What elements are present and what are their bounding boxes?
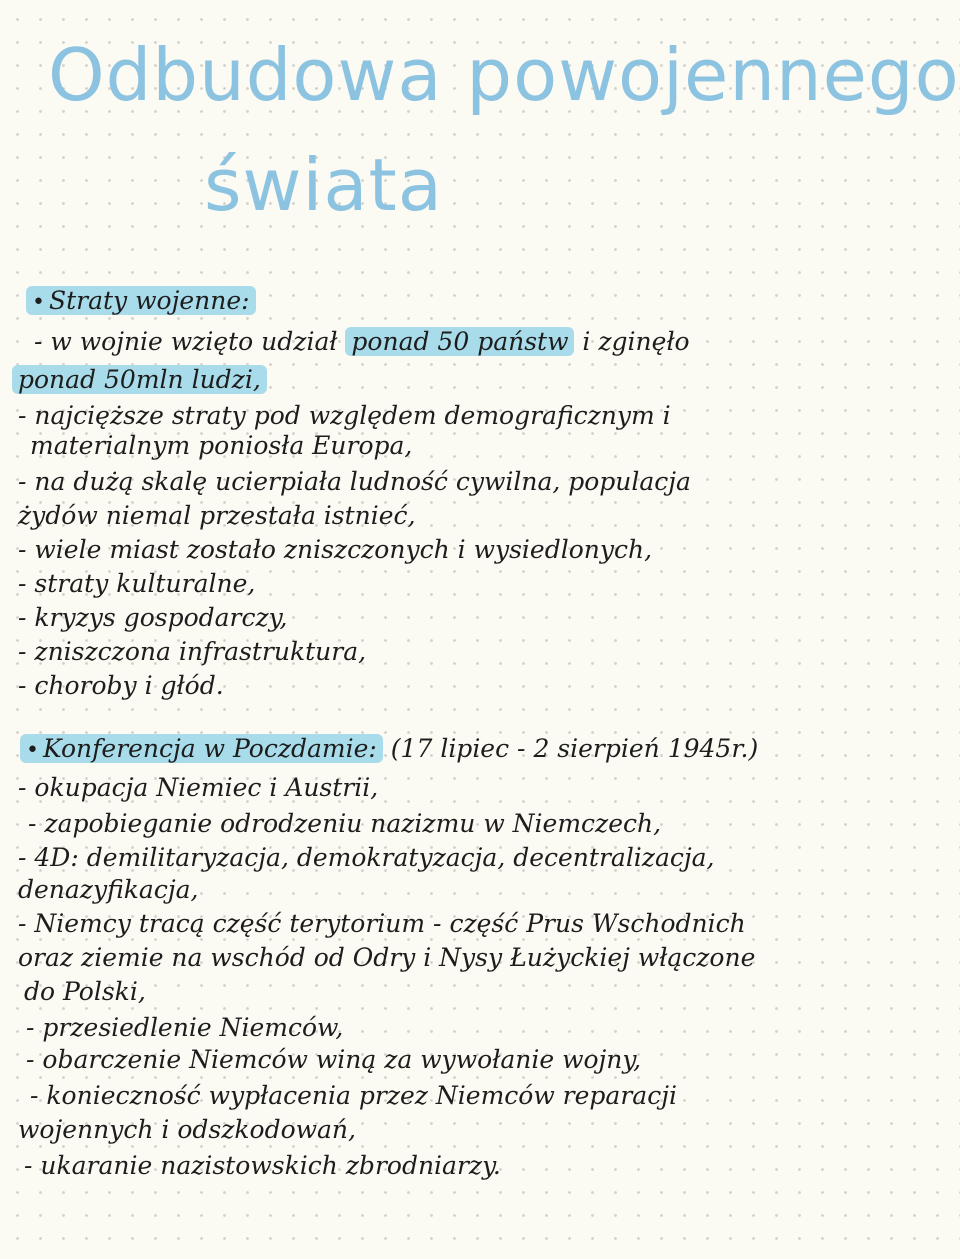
list-item: - najcięższe straty pod względem demograficznym i: [18, 401, 671, 430]
list-item: - w wojnie wzięto udział ponad 50 państw i zginęło: [34, 327, 690, 356]
title-line-1: Odbudowa powojennego: [48, 33, 960, 117]
section-heading: [20, 733, 758, 767]
list-item: [12, 364, 267, 396]
list-item: - wiele miast zostało zniszczonych i wysiedlonych,: [18, 535, 653, 564]
list-item: - Niemcy tracą część terytorium - część Prus Wschodnich: [18, 909, 746, 938]
list-item: żydów niemal przestała istnieć,: [18, 501, 416, 530]
highlight: ponad 50mln ludzi,: [12, 365, 267, 394]
bullet-icon: •: [26, 738, 39, 763]
section-heading-text: Straty wojenne:: [48, 286, 250, 315]
list-item: - 4D: demilitaryzacja, demokratyzacja, decentralizacja,: [18, 843, 715, 872]
title-line-2: świata: [204, 143, 443, 227]
list-item: wojennych i odszkodowań,: [18, 1115, 356, 1144]
list-item: - straty kulturalne,: [18, 569, 256, 598]
list-item: do Polski,: [24, 977, 146, 1006]
list-item: - zapobieganie odrodzeniu nazizmu w Niemczech,: [28, 809, 662, 838]
list-item: - przesiedlenie Niemców,: [26, 1013, 344, 1042]
section-heading: [26, 285, 256, 319]
date-range: (17 lipiec - 2 sierpień 1945r.): [382, 734, 759, 763]
bullet-icon: •: [32, 290, 45, 315]
highlight: ponad 50 państw: [345, 327, 574, 356]
list-item: - okupacja Niemiec i Austrii,: [18, 773, 379, 802]
list-item: - na dużą skalę ucierpiała ludność cywilna, populacja: [18, 467, 691, 496]
list-item: - zniszczona infrastruktura,: [18, 637, 367, 666]
section-heading-text: Konferencja w Poczdamie:: [42, 734, 377, 763]
list-item: denazyfikacja,: [18, 875, 199, 904]
list-item: - ukaranie nazistowskich zbrodniarzy.: [24, 1151, 501, 1180]
list-item: - choroby i głód.: [18, 671, 224, 700]
list-item: - obarczenie Niemców winą za wywołanie wojny,: [26, 1045, 642, 1074]
list-item: oraz ziemie na wschód od Odry i Nysy Łużyckiej włączone: [18, 943, 756, 972]
list-item: - kryzys gospodarczy,: [18, 603, 288, 632]
list-item: materialnym poniosła Europa,: [30, 431, 413, 460]
list-item: - konieczność wypłacenia przez Niemców reparacji: [30, 1081, 677, 1110]
